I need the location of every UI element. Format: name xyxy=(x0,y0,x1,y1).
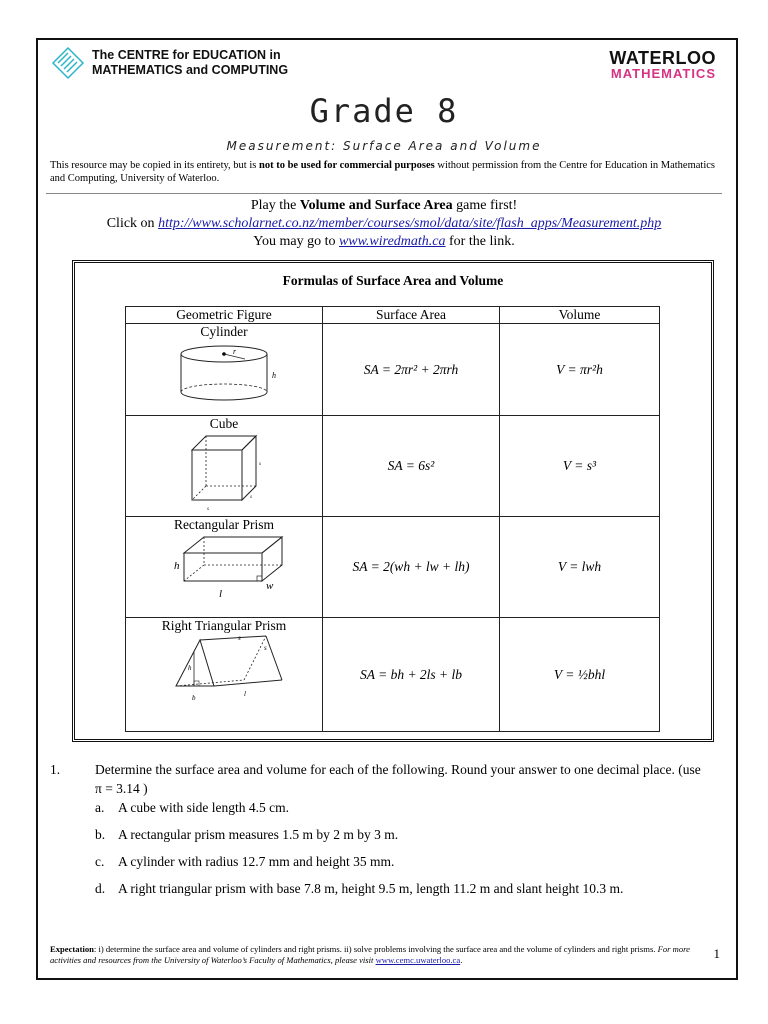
rectangular-prism-volume: V = lwh xyxy=(500,517,660,618)
rectangular-prism-surface-area: SA = 2(wh + lw + lh) xyxy=(323,517,500,618)
cemc-link[interactable]: www.cemc.uwaterloo.ca xyxy=(375,955,461,965)
expectation-label: Expectation xyxy=(50,944,94,954)
cemc-logo-icon xyxy=(52,47,84,79)
copyright-pre: This resource may be copied in its entirety, but is xyxy=(50,160,259,171)
cylinder-label-h: h xyxy=(272,371,276,380)
item-label: b. xyxy=(95,827,106,842)
table-row xyxy=(126,618,660,732)
cylinder-volume: V = πr²h xyxy=(500,324,660,416)
intro-line3-pre: You may go to xyxy=(253,234,339,249)
item-text: A rectangular prism measures 1.5 m by 2 m by 3 m. xyxy=(118,827,399,842)
expectation-text: : i) determine the surface area and volume of cylinders and right prisms. ii) solve problems involving the surface area and the volume of cylinders and right prisms. xyxy=(93,944,658,954)
cylinder-label-r: r xyxy=(233,347,237,356)
list-item xyxy=(95,852,705,871)
tri-prism-label-b: b xyxy=(192,694,196,702)
figure-name-rectangular-prism: Rectangular Prism xyxy=(173,517,275,532)
cube-surface-area: SA = 6s² xyxy=(323,416,500,517)
item-text: A right triangular prism with base 7.8 m, height 9.5 m, length 11.2 m and slant height 10.3 m. xyxy=(118,881,624,896)
tri-prism-label-s2: s xyxy=(264,644,267,652)
waterloo-logo-line2: MATHEMATICS xyxy=(610,66,716,81)
footer-more-text: For more activities and resources from the University of Waterloo’s Faculty of Mathematics, please visit xyxy=(50,944,690,965)
intro-line1-bold: Volume and Surface Area xyxy=(299,198,453,213)
cemc-logo xyxy=(52,47,288,79)
list-item xyxy=(95,879,705,898)
waterloo-logo-line1: WATERLOO xyxy=(609,48,716,68)
intro-line2-pre: Click on xyxy=(106,216,159,231)
formula-box xyxy=(72,260,714,742)
item-label: c. xyxy=(95,854,105,869)
scholarnet-link[interactable]: http://www.scholarnet.co.nz/member/courses/smol/data/site/flash_apps/Measurement.php xyxy=(158,216,662,231)
intro-text xyxy=(0,197,768,251)
page-subtitle: Measurement: Surface Area and Volume xyxy=(226,139,542,153)
figure-name-cube: Cube xyxy=(209,416,239,431)
item-text: A cylinder with radius 12.7 mm and height 35 mm. xyxy=(118,854,395,869)
page-number: 1 xyxy=(713,946,720,961)
copyright-post: without permission from the Centre for Education in Mathematics and Computing, University of Waterloo. xyxy=(50,160,715,184)
triangular-prism-surface-area: SA = bh + 2ls + lb xyxy=(323,618,500,732)
cylinder-diagram xyxy=(126,340,322,410)
item-label: d. xyxy=(95,881,106,896)
cemc-logo-line1: The CENTRE for EDUCATION in xyxy=(92,48,281,62)
list-item xyxy=(95,798,705,817)
table-row xyxy=(126,324,660,416)
cube-volume: V = s³ xyxy=(500,416,660,517)
question-text: Determine the surface area and volume for each of the following. Round your answer to one decimal place. (use π = 3.14 ) xyxy=(95,762,701,796)
cube-label-s1: s xyxy=(259,462,261,467)
divider xyxy=(46,193,722,194)
page-title: Grade 8 xyxy=(309,92,459,130)
copyright-notice xyxy=(50,159,720,185)
header-figure: Geometric Figure xyxy=(126,307,323,324)
rectangular-prism-diagram xyxy=(126,533,322,613)
rect-prism-label-h: h xyxy=(174,560,180,572)
tri-prism-label-s1: s xyxy=(238,634,241,642)
intro-line1-pre: Play the xyxy=(250,198,300,213)
cube-diagram xyxy=(126,432,322,512)
question-number: 1. xyxy=(50,762,61,777)
rect-prism-label-l: l xyxy=(219,588,223,600)
cylinder-surface-area: SA = 2πr² + 2πrh xyxy=(323,324,500,416)
item-label: a. xyxy=(95,800,105,815)
copyright-bold: not to be used for commercial purposes xyxy=(258,160,435,171)
tri-prism-label-h: h xyxy=(188,664,192,672)
footer-expectation: Expectation: i) determine the surface area and volume of cylinders and right prisms. ii) solve problems involving the surface area and the volume of cylinders and right prisms. For more activities and resources from the University of Waterloo’s Faculty of Mathematics, please visit www.cemc.uwaterloo.ca. xyxy=(50,944,690,965)
waterloo-logo xyxy=(609,50,716,82)
table-header-row xyxy=(126,307,660,324)
item-text: A cube with side length 4.5 cm. xyxy=(118,800,289,815)
formula-table-title: Formulas of Surface Area and Volume xyxy=(282,273,504,288)
formula-table xyxy=(125,306,660,732)
header-surface-area: Surface Area xyxy=(323,307,500,324)
intro-line3-post: for the link. xyxy=(445,234,515,249)
triangular-prism-diagram xyxy=(126,634,322,724)
figure-name-triangular-prism: Right Triangular Prism xyxy=(161,618,287,633)
rect-prism-label-w: w xyxy=(266,580,274,592)
tri-prism-label-l: l xyxy=(244,690,246,698)
table-row xyxy=(126,517,660,618)
wiredmath-link[interactable]: www.wiredmath.ca xyxy=(338,234,446,249)
triangular-prism-volume: V = ½bhl xyxy=(500,618,660,732)
cube-label-s2: s xyxy=(250,495,252,500)
table-row xyxy=(126,416,660,517)
cube-label-s3: s xyxy=(207,507,209,512)
intro-line1-post: game first! xyxy=(452,198,518,213)
cemc-logo-line2: MATHEMATICS and COMPUTING xyxy=(92,63,289,77)
header-volume: Volume xyxy=(500,307,660,324)
list-item xyxy=(95,825,705,844)
figure-name-cylinder: Cylinder xyxy=(200,324,248,339)
